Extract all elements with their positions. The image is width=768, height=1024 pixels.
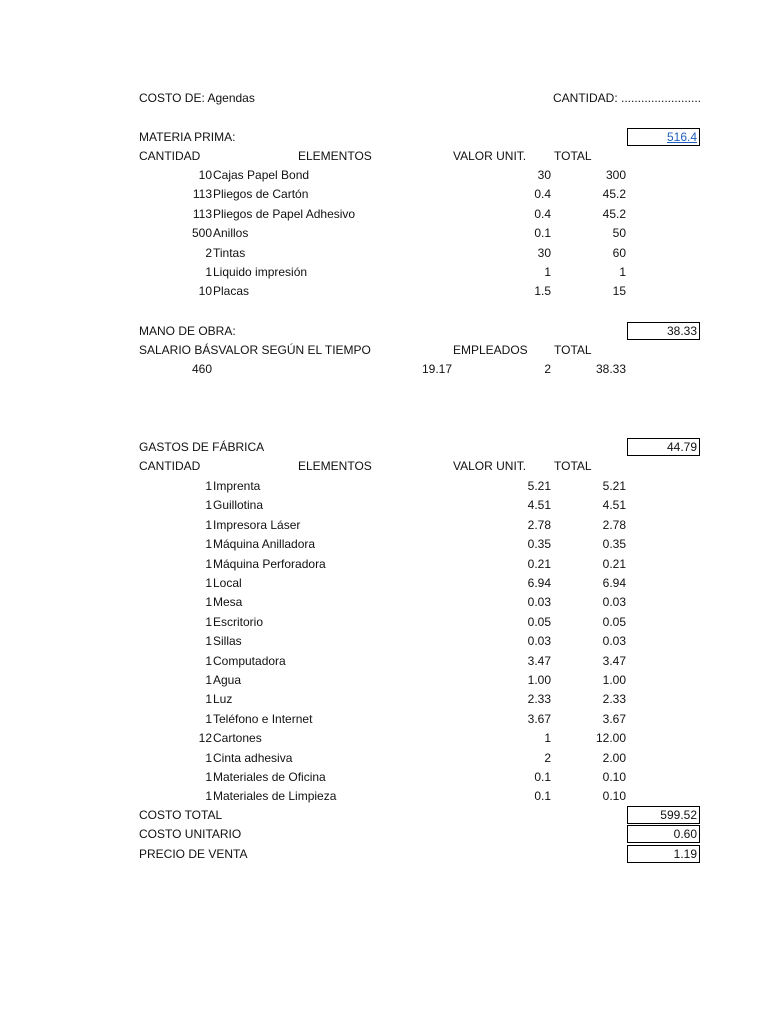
materia-prima-total-link[interactable]: 516.4: [666, 130, 697, 144]
table-row: [0, 787, 768, 806]
row-total: 2.00: [602, 750, 626, 765]
row-qty: 10: [198, 284, 212, 299]
row-unit-value: 3.47: [527, 653, 551, 668]
row-unit-value: 0.4: [534, 206, 551, 221]
table-row: [0, 496, 768, 515]
row-unit-value: 1: [544, 731, 551, 746]
row-element: Cinta adhesiva: [213, 750, 293, 765]
row-unit-value: 30: [537, 245, 551, 260]
row-unit-value: 0.21: [527, 556, 551, 571]
row-element: Imprenta: [213, 479, 261, 493]
row-total: 5.21: [602, 479, 626, 493]
mano-de-obra-data-row: [0, 360, 768, 379]
table-row: [0, 244, 768, 263]
row-element: Teléfono e Internet: [213, 711, 313, 726]
costo-unitario-value: 0.60: [673, 827, 697, 841]
row-element: Tintas: [213, 245, 246, 260]
table-row: [0, 535, 768, 554]
row-total: 50: [612, 226, 626, 241]
gf-col-elementos: ELEMENTOS: [298, 459, 372, 473]
row-unit-value: 0.03: [527, 634, 551, 649]
row-qty: 1: [205, 576, 212, 590]
valor-tiempo-value: 19.17: [421, 362, 452, 376]
row-total: 0.03: [602, 634, 626, 649]
row-total: 0.35: [602, 537, 626, 552]
table-row: [0, 477, 768, 496]
row-qty: 1: [205, 498, 212, 513]
row-qty: 2: [205, 245, 212, 260]
mano-de-obra-header-row: [0, 341, 768, 360]
row-unit-value: 0.1: [534, 226, 551, 241]
col-salario: [139, 341, 371, 360]
table-row: [0, 574, 768, 593]
row-element: Mesa: [213, 595, 243, 610]
row-element: Cajas Papel Bond: [213, 168, 310, 182]
table-row: [0, 224, 768, 243]
gf-col-cantidad: CANTIDAD: [139, 459, 201, 473]
row-qty: 1: [205, 614, 212, 629]
row-element: Máquina Perforadora: [213, 556, 326, 571]
row-element: Cartones: [213, 731, 262, 746]
row-unit-value: 0.4: [534, 187, 551, 202]
row-qty: 1: [205, 789, 212, 804]
table-row: [0, 768, 768, 787]
row-unit-value: 0.1: [534, 789, 551, 804]
row-unit-value: 2.78: [527, 517, 551, 532]
table-row: [0, 555, 768, 574]
costo-de-label: COSTO DE: Agendas: [139, 91, 255, 105]
mano-de-obra-total-box: [627, 322, 700, 340]
row-total: 0.10: [602, 789, 626, 804]
row-unit-value: 2.33: [527, 692, 551, 707]
row-element: Placas: [213, 284, 250, 299]
table-row: [0, 652, 768, 671]
row-element: Pliegos de Cartón: [213, 187, 309, 202]
row-element: Anillos: [213, 226, 249, 241]
table-row: [0, 749, 768, 768]
cantidad-label: CANTIDAD: ........................: [553, 91, 702, 105]
table-row: [0, 263, 768, 282]
row-unit-value: 6.94: [527, 576, 551, 590]
row-element: Computadora: [213, 653, 286, 668]
table-row: [0, 729, 768, 748]
row-unit-value: 1: [544, 265, 551, 279]
gastos-fabrica-title: GASTOS DE FÁBRICA: [139, 440, 265, 454]
row-qty: 113: [192, 206, 212, 221]
col-valor-unit: VALOR UNIT.: [453, 149, 527, 163]
row-total: 300: [605, 168, 626, 182]
row-total: 1: [619, 265, 626, 279]
row-qty: 500: [191, 226, 212, 241]
row-unit-value: 0.1: [534, 770, 551, 784]
table-row: [0, 671, 768, 690]
table-row: [0, 593, 768, 612]
precio-venta-label: PRECIO DE VENTA: [139, 847, 248, 861]
col-valor-tiempo: VALOR SEGÚN EL TIEMPO: [218, 343, 371, 357]
table-row: [0, 282, 768, 301]
table-row: [0, 516, 768, 535]
materia-prima-header-row: [0, 147, 768, 166]
row-total: 3.47: [602, 653, 626, 668]
row-total: 4.51: [602, 498, 626, 513]
row-unit-value: 0.03: [527, 595, 551, 610]
row-unit-value: 4.51: [527, 498, 551, 513]
materia-prima-total-box[interactable]: [627, 128, 700, 146]
row-total: 2.78: [602, 517, 626, 532]
precio-venta-box: [627, 845, 700, 863]
row-qty: 1: [205, 750, 212, 765]
mano-de-obra-title: MANO DE OBRA:: [139, 324, 236, 338]
row-unit-value: 1.00: [527, 673, 551, 687]
table-row: [0, 205, 768, 224]
col-total: TOTAL: [554, 149, 592, 163]
col-total-mo: TOTAL: [554, 343, 592, 357]
row-total: 1.00: [602, 673, 626, 687]
row-unit-value: 0.05: [527, 614, 551, 629]
row-total: 60: [612, 245, 626, 260]
row-element: Máquina Anilladora: [213, 537, 316, 552]
row-qty: 1: [205, 673, 212, 687]
row-unit-value: 3.67: [527, 711, 551, 726]
costo-total-value: 599.52: [660, 808, 697, 822]
row-total: 3.67: [602, 711, 626, 726]
row-qty: 10: [198, 168, 212, 182]
row-total: 0.21: [602, 556, 626, 571]
row-total: 45.2: [602, 187, 626, 202]
costo-total-label: COSTO TOTAL: [139, 808, 223, 822]
row-total: 2.33: [602, 692, 626, 707]
costo-total-box: [627, 806, 700, 824]
row-qty: 1: [205, 537, 212, 552]
row-element: Impresora Láser: [213, 517, 301, 532]
row-element: Materiales de Limpieza: [213, 789, 337, 804]
row-element: Agua: [213, 673, 242, 687]
row-qty: 1: [205, 770, 212, 784]
row-qty: 1: [205, 265, 212, 279]
col-cantidad: CANTIDAD: [139, 149, 201, 163]
gastos-fabrica-total-value: 44.79: [666, 440, 697, 454]
table-row: [0, 185, 768, 204]
row-unit-value: 2: [544, 750, 551, 765]
row-element: Pliegos de Papel Adhesivo: [213, 206, 356, 221]
row-unit-value: 30: [537, 168, 551, 182]
row-qty: 12: [198, 731, 212, 746]
gf-col-total: TOTAL: [554, 459, 592, 473]
table-row: [0, 632, 768, 651]
row-total: 45.2: [602, 206, 626, 221]
row-element: Local: [213, 576, 242, 590]
row-qty: 1: [205, 595, 212, 610]
col-empleados: EMPLEADOS: [453, 343, 528, 357]
row-unit-value: 0.35: [527, 537, 551, 552]
row-element: Liquido impresión: [213, 265, 308, 279]
table-row: [0, 166, 768, 185]
table-row: [0, 710, 768, 729]
row-qty: 1: [205, 556, 212, 571]
mano-de-obra-total: 38.33: [595, 362, 626, 376]
mano-de-obra-total-value: 38.33: [666, 324, 697, 338]
row-element: Materiales de Oficina: [213, 770, 326, 784]
row-unit-value: 1.5: [534, 284, 551, 299]
row-qty: 1: [205, 517, 212, 532]
row-total: 6.94: [602, 576, 626, 590]
row-qty: 1: [205, 653, 212, 668]
col-salario-text: SALARIO BÁS: [139, 343, 219, 357]
row-qty: 1: [205, 634, 212, 649]
empleados-value: 2: [544, 362, 551, 376]
costo-unitario-label: COSTO UNITARIO: [139, 827, 242, 841]
table-row: [0, 690, 768, 709]
row-qty: 1: [205, 692, 212, 707]
col-elementos: ELEMENTOS: [298, 149, 372, 163]
row-unit-value: 5.21: [527, 479, 551, 493]
row-element: Escritorio: [213, 614, 264, 629]
row-element: Guillotina: [213, 498, 264, 513]
row-total: 15: [612, 284, 626, 299]
row-qty: 1: [205, 479, 212, 493]
gastos-fabrica-header-row: [0, 457, 768, 476]
gf-col-valor-unit: VALOR UNIT.: [453, 459, 527, 473]
row-qty: 113: [192, 187, 212, 202]
costo-unitario-box: [627, 825, 700, 843]
gastos-fabrica-total-box: [627, 438, 700, 456]
row-total: 0.03: [602, 595, 626, 610]
materia-prima-title: MATERIA PRIMA:: [139, 130, 236, 144]
header-row: [0, 89, 768, 108]
table-row: [0, 613, 768, 632]
salario-value: 460: [191, 362, 212, 376]
precio-venta-value: 1.19: [673, 847, 697, 861]
row-total: 0.10: [602, 770, 626, 784]
row-total: 12.00: [595, 731, 626, 746]
row-element: Luz: [213, 692, 233, 707]
row-total: 0.05: [602, 614, 626, 629]
row-element: Sillas: [213, 634, 242, 649]
row-qty: 1: [205, 711, 212, 726]
